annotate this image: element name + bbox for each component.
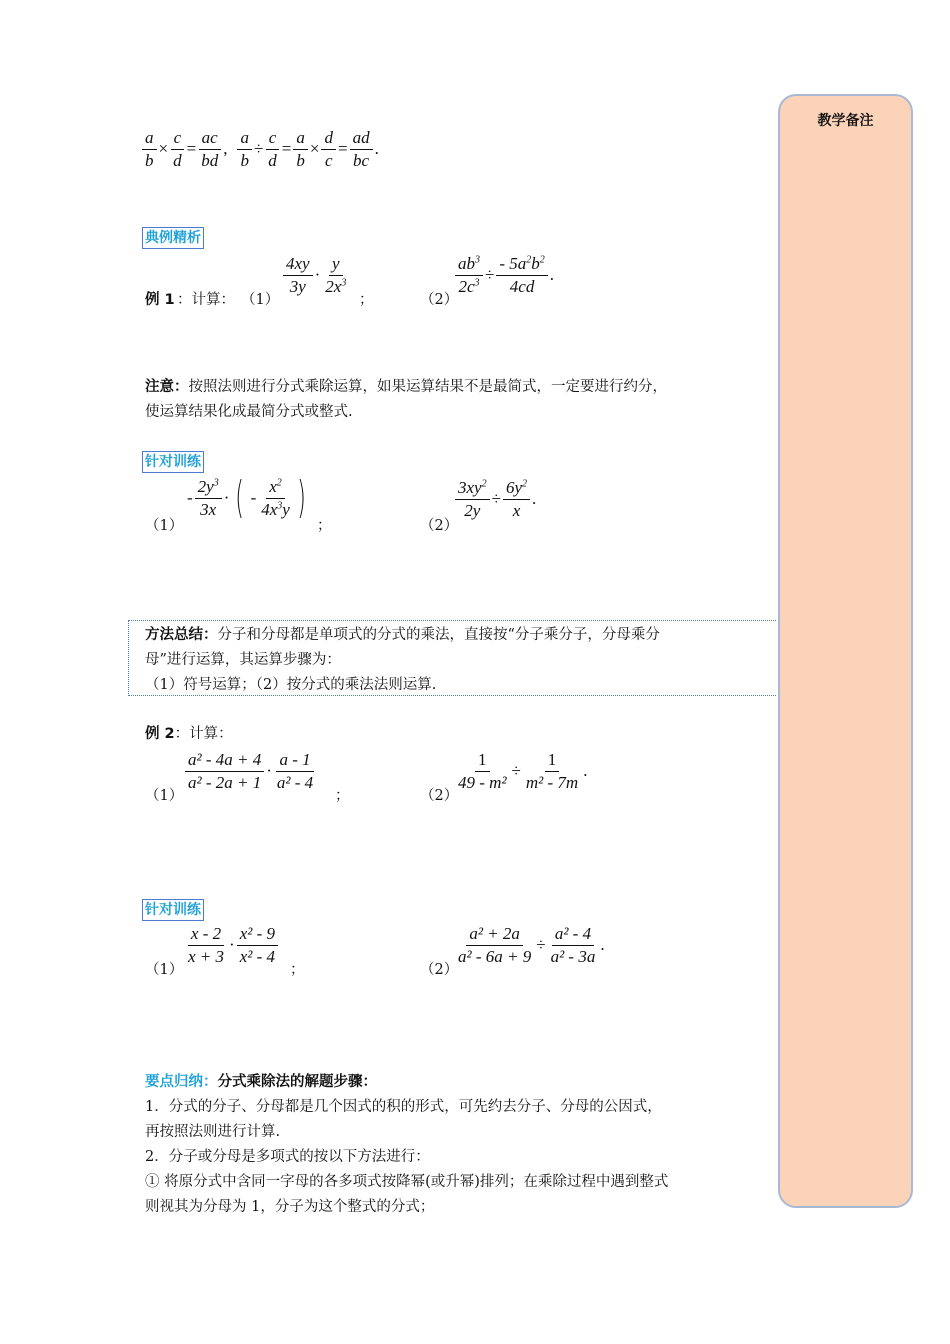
rule-formula: $\frac{a}{b}$ × $\frac{c}{d}$ = $\frac{ac}{bd}$ , $\frac{a}{b}$ ÷ $\frac{c}{d}$ = $\frac{a}{b}$ × $\frac{d}{c}$ = $\frac{ad}{bc}$ . <box>142 128 381 170</box>
teaching-notes-title: 教学备注 <box>817 113 874 129</box>
item-label: （2） <box>420 788 459 804</box>
example-1: 例 1 ：计算： （1） $\frac{4xy}{3y}$ · $\frac{y}{2x^3}$ ； （2） $\frac{ab^3}{2c^3}$ ÷ $\frac{- 5a^2b^2}{4cd}$ . <box>145 254 555 308</box>
fraction: $\frac{ac}{bd}$ <box>198 128 221 170</box>
section-heading-practice: 针对训练 <box>142 451 204 473</box>
fraction: $\frac{c}{d}$ <box>265 128 280 170</box>
practice-2-expr-1: $\frac{x - 2}{x + 3}$ · $\frac{\text{x² - 9}}{\text{x² - 4}}$ <box>185 924 278 966</box>
fraction: $\frac{d}{c}$ <box>321 128 336 170</box>
practice-1-expr-2: $\frac{3xy^2}{2y}$ ÷ $\frac{6y^2}{x}$ . <box>455 478 538 520</box>
item-label: （2） <box>420 518 459 534</box>
item-label: （2） <box>420 292 459 308</box>
teaching-notes-panel <box>778 94 913 1208</box>
example-2-expr-1: $\frac{\text{a² - 4a + 4}}{\text{a² - 2a + 1}}$ · $\frac{a - 1}{\text{a² - 4}}$ <box>185 750 316 792</box>
example-1-label: 例 1 <box>145 292 175 308</box>
practice-1-expr-1: - $\frac{2y^3}{3x}$ · ( - $\frac{x^2}{4x^3y}$ ) <box>187 472 306 523</box>
item-label: （1） <box>145 518 184 534</box>
example-2: （1） $\frac{\text{a² - 4a + 4}}{\text{a² - 2a + 1}}$ · $\frac{a - 1}{\text{a² - 4}}$ ； （2） $\frac{1}{\text{49 - m²}}$ ÷ $\frac{1}{\text{m² - 7m}}$ . <box>145 750 588 804</box>
key-points-summary: 要点归纳：分式乘除法的解题步骤： 1．分式的分子、分母都是几个因式的积的形式，可先约去分子、分母的公因式， 再按照法则进行计算. 2．分子或分母是多项式的按以下方法进行： ① 将原分式中含同一字母的各多项式按降幂(或升幂)排列；在乘除过程中遇到整式 则视其为分母为 1，分子为这个整式的分式； <box>145 1074 669 1215</box>
section-heading-examples: 典例精析 <box>142 227 204 249</box>
note-paragraph: 注意：按照法则进行分式乘除运算，如果运算结果不是最简式，一定要进行约分， 使运算结果化成最简分式或整式. <box>145 379 667 420</box>
method-summary: 方法总结：分子和分母都是单项式的分式的乘法，直接按“分子乘分子，分母乘分 母”进行运算，其运算步骤为： （1）符号运算；（2）按分式的乘法法则运算. <box>145 627 660 693</box>
practice-2-expr-2: $\frac{\text{a² + 2a}}{\text{a² - 6a + 9}}$ ÷ $\frac{\text{a² - 4}}{\text{a² - 3a}}$ . <box>458 924 605 966</box>
item-label: （1） <box>145 962 184 978</box>
item-label: （1） <box>241 292 280 308</box>
practice-2: （1） $\frac{x - 2}{x + 3}$ · $\frac{\text{x² - 9}}{\text{x² - 4}}$ ； （2） $\frac{\text{a² + 2a}}{\text{a² - 6a + 9}}$ ÷ $\frac{\text{a² - 4}}{\text{a² - 3a}}$ . <box>145 924 605 978</box>
fraction: $\frac{a}{b}$ <box>293 128 308 170</box>
example-1-expr-1: $\frac{4xy}{3y}$ · $\frac{y}{2x^3}$ <box>283 254 349 296</box>
fraction: $\frac{a}{b}$ <box>237 128 252 170</box>
section-heading-practice-2: 针对训练 <box>142 899 204 921</box>
fraction: $\frac{c}{d}$ <box>170 128 185 170</box>
fraction: $\frac{a}{b}$ <box>142 128 157 170</box>
practice-1: （1） - $\frac{2y^3}{3x}$ · ( - $\frac{x^2}{4x^3y}$ ) ； （2） $\frac{3xy^2}{2y}$ ÷ $\frac{6y^2}{x}$ . <box>145 472 537 534</box>
fraction: $\frac{ad}{bc}$ <box>350 128 373 170</box>
item-label: （1） <box>145 788 184 804</box>
example-1-expr-2: $\frac{ab^3}{2c^3}$ ÷ $\frac{- 5a^2b^2}{4cd}$ . <box>455 254 556 296</box>
example-2-expr-2: $\frac{1}{\text{49 - m²}}$ ÷ $\frac{1}{\text{m² - 7m}}$ . <box>458 750 588 792</box>
example-2-header: 例 2：计算： <box>145 726 233 742</box>
item-label: （2） <box>420 962 459 978</box>
example-1-prompt: ：计算： <box>177 292 235 308</box>
